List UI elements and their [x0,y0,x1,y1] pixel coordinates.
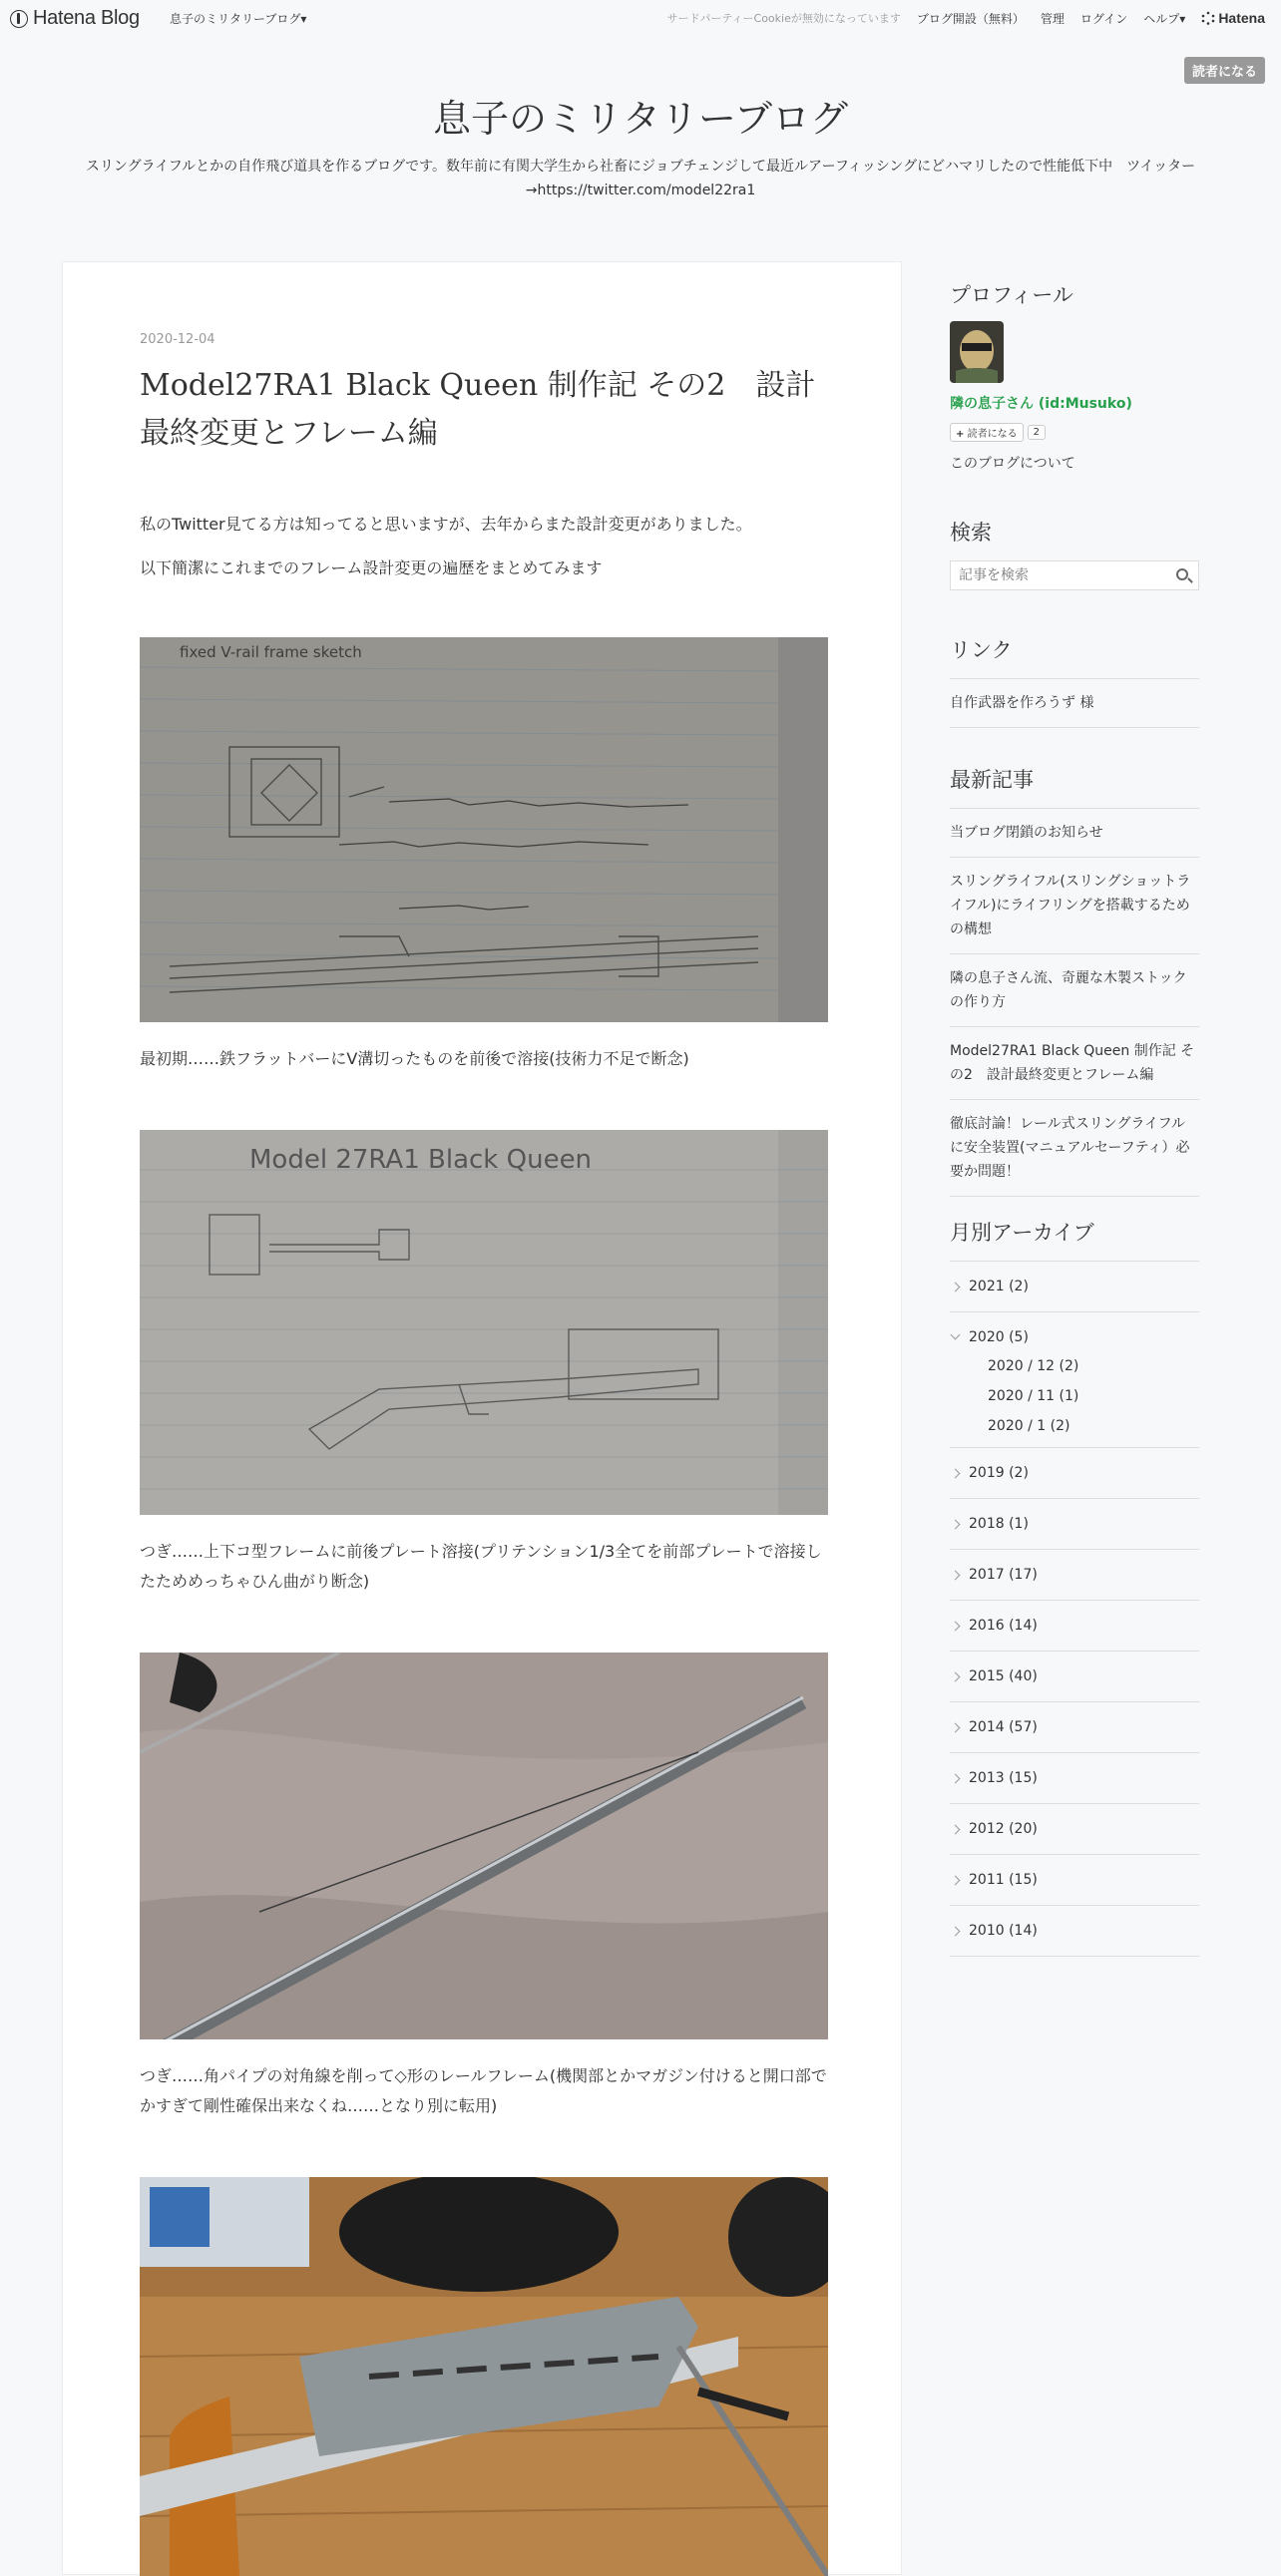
links-list [950,678,1199,728]
archive-month[interactable]: 2020 / 11 (1) [988,1388,1079,1404]
search-module [950,517,1199,547]
chevron-right-icon [951,1622,961,1632]
photo-caption: つぎ……角パイプの対角線を削って◇形のレールフレーム(機関部とかマガジン付けると開口部でかすぎて剛性確保出来なくね……となり別に転用) [140,2066,827,2115]
rail-frame-photo [140,1653,828,2039]
profile-name[interactable]: 隣の息子さん (id:Musuko) [950,396,1132,412]
cookie-notice[interactable]: サードパーティーCookieが無効になっています [666,12,901,25]
hatena-blog-logo[interactable] [10,7,140,30]
links-heading: リンク [950,638,1013,662]
hatena-link[interactable] [1201,10,1265,27]
recent-entries-module [950,764,1199,1197]
entry-title[interactable]: Model27RA1 Black Queen 制作記 その2 設計最終変更とフレーム編 [140,368,816,451]
entry-article [62,261,902,2575]
search-heading: 検索 [950,521,992,545]
archive-year-label: 2020 (5) [969,1329,1029,1345]
chevron-right-icon [951,1571,961,1581]
subscribe-small-button[interactable] [950,423,1024,442]
archive-module [950,1217,1199,1957]
archive-year-expanded [950,1312,1199,1448]
subscriber-count[interactable]: 2 [1028,425,1046,440]
archive-year[interactable] [950,1652,1199,1702]
photo-caption: つぎ……上下コ型フレームに前後プレート溶接(プリテンション1/3全てを前部プレートで溶接したためめっちゃひん曲がり断念) [140,1542,822,1591]
blog-description: スリングライフルとかの自作飛び道具を作るブログです。数年前に有関大学生から社畜にジョブチェンジして最近ルアーフィッシングにどハマリしたので性能低下中 ツイッター→https://twitter.com/model22ra1 [85,159,1196,198]
recent-entry-item[interactable]: スリングライフル(スリングショットライフル)にライフリングを搭載するための構想 [950,858,1199,954]
archive-year-label: 2014 (57) [969,1719,1038,1735]
subscribe-widget [950,423,1046,442]
archive-year-label: 2012 (20) [969,1821,1038,1837]
plus-icon: + [956,429,965,440]
chevron-right-icon [951,1825,961,1835]
links-module [950,634,1199,728]
hatena-text: Hatena [1218,10,1265,26]
archive-year[interactable] [950,1499,1199,1550]
entry-photo-workbench[interactable] [140,2177,828,2576]
archive-year[interactable] [950,1550,1199,1601]
open-blog-link[interactable]: ブログ開設（無料） [916,12,1025,26]
photo-caption: 最初期……鉄フラットバーにV溝切ったものを前後で溶接(技術力不足で断念) [140,1049,689,1068]
recent-heading: 最新記事 [950,768,1034,792]
login-link[interactable]: ログイン [1079,12,1128,26]
about-blog-link[interactable]: このブログについて [950,456,1075,472]
admin-link[interactable]: 管理 [1040,12,1065,26]
entry-paragraph: 私のTwitter見てる方は知ってると思いますが、去年からまた設計変更がありました。 [140,515,752,534]
chevron-right-icon [951,1283,961,1292]
search-box [950,560,1199,590]
hatena-blog-logo-icon [10,10,28,28]
archive-year[interactable] [950,1448,1199,1499]
recent-entry-item[interactable]: 当ブログ閉鎖のお知らせ [950,809,1199,858]
archive-year-label: 2010 (14) [969,1923,1038,1939]
archive-year-label: 2019 (2) [969,1465,1029,1481]
logo-text: Hatena Blog [33,7,140,29]
archive-year[interactable] [950,1262,1199,1312]
archive-month[interactable]: 2020 / 1 (2) [988,1418,1070,1434]
archive-heading: 月別アーカイブ [950,1221,1094,1245]
sketch-2-title: Model 27RA1 Black Queen [249,1145,593,1175]
archive-list [950,1261,1199,1957]
sketch-photo-2 [140,1130,828,1515]
archive-year-label: 2018 (1) [969,1516,1029,1532]
archive-year[interactable] [950,1601,1199,1652]
archive-year-label: 2013 (15) [969,1770,1038,1786]
archive-year[interactable] [950,1855,1199,1906]
archive-year-label: 2016 (14) [969,1618,1038,1634]
recent-entry-item[interactable]: 隣の息子さん流、奇麗な木製ストックの作り方 [950,954,1199,1027]
blog-title[interactable]: 息子のミリタリーブログ [432,97,849,141]
chevron-right-icon [951,1774,961,1784]
hatena-dots-icon [1201,11,1215,25]
chevron-right-icon [951,1520,961,1530]
chevron-right-icon [951,1876,961,1886]
profile-heading: プロフィール [950,283,1073,307]
archive-year[interactable] [950,1312,1199,1363]
subscribe-small-label: 読者になる [967,429,1018,440]
link-item[interactable]: 自作武器を作ろうず 様 [950,679,1199,728]
archive-year-label: 2017 (17) [969,1567,1038,1583]
workbench-photo [140,2177,828,2576]
help-menu[interactable]: ヘルプ▾ [1143,12,1186,26]
entry-photo-sketch-2[interactable] [140,1130,828,1515]
chevron-down-icon [951,1330,961,1340]
entry-date[interactable]: 2020-12-04 [140,332,215,347]
global-header [0,0,1281,36]
profile-module [950,279,1199,472]
archive-year[interactable] [950,1753,1199,1804]
subscribe-button[interactable]: 読者になる [1184,57,1265,84]
entry-paragraph: 以下簡潔にこれまでのフレーム設計変更の遍歴をまとめてみます [140,558,603,577]
chevron-right-icon [951,1672,961,1682]
entry-photo-sketch-1[interactable] [140,637,828,1022]
archive-year-label: 2011 (15) [969,1872,1038,1888]
archive-month[interactable]: 2020 / 12 (2) [988,1358,1079,1374]
blog-selector[interactable]: 息子のミリタリーブログ▾ [170,12,307,26]
archive-year[interactable] [950,1906,1199,1957]
sketch-photo-1 [140,637,828,1022]
search-input[interactable] [951,561,1160,589]
recent-entry-item[interactable]: Model27RA1 Black Queen 制作記 その2 設計最終変更とフレーム編 [950,1027,1199,1100]
entry-photo-rail-frame[interactable] [140,1653,828,2039]
chevron-right-icon [951,1723,961,1733]
archive-year-label: 2015 (40) [969,1668,1038,1684]
archive-year[interactable] [950,1804,1199,1855]
archive-year[interactable] [950,1702,1199,1753]
chevron-right-icon [951,1927,961,1937]
sketch-1-annotation: fixed V-rail frame sketch [180,643,362,661]
recent-entries-list [950,808,1199,1197]
archive-year-label: 2021 (2) [969,1279,1029,1294]
avatar[interactable] [950,321,1004,383]
chevron-right-icon [951,1469,961,1479]
search-icon[interactable] [1176,568,1188,580]
recent-entry-item[interactable]: 徹底討論！レール式スリングライフルに安全装置(マニュアルセーフティ）必要か問題！ [950,1100,1199,1197]
